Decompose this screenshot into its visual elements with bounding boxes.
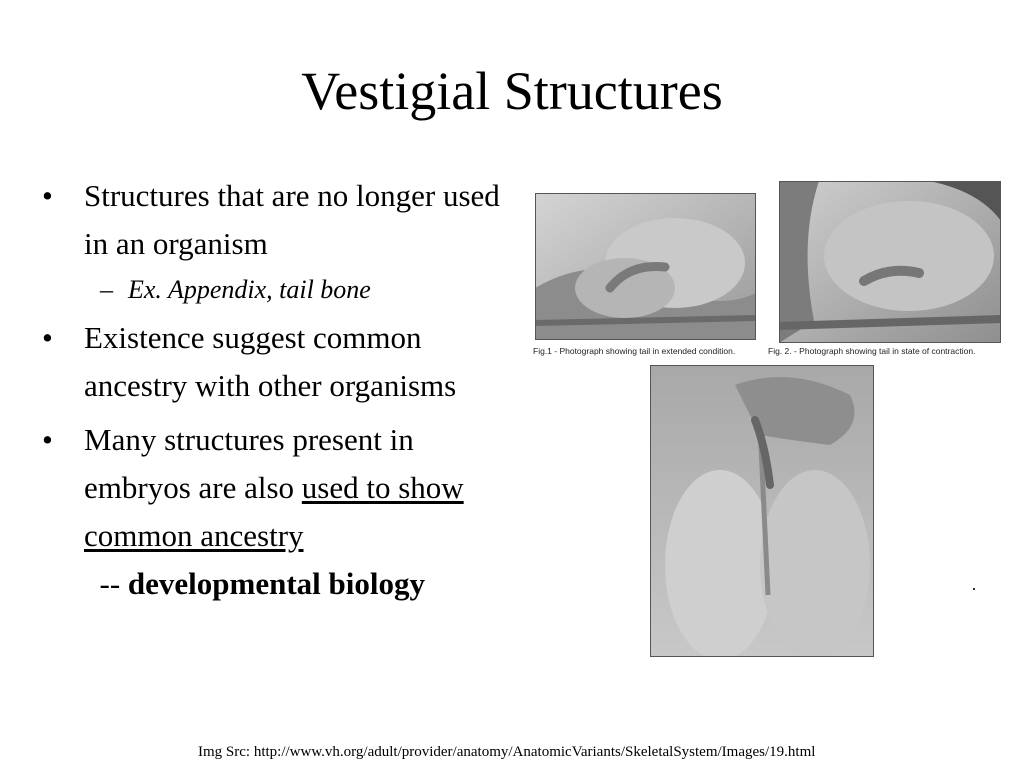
bullet-text-pre: Many structures present in embryos are also — [84, 422, 414, 505]
figure-3-photo — [650, 365, 874, 657]
bullet-icon: • — [42, 178, 53, 213]
bullet-list — [42, 172, 512, 608]
bullet-item — [42, 314, 512, 410]
bullet-icon: • — [42, 422, 53, 457]
figure-1-caption: Fig.1 - Photograph showing tail in extended condition. — [533, 346, 736, 356]
figure-2-caption: Fig. 2. - Photograph showing tail in state of contraction. — [768, 346, 976, 356]
dash-icon: – — [100, 275, 113, 304]
bullet-item — [42, 416, 512, 608]
speck-mark — [973, 588, 975, 590]
figure-2-photo — [779, 181, 1001, 343]
bullet-icon: • — [42, 320, 53, 355]
slide-title: Vestigial Structures — [301, 61, 723, 121]
bullet-text-mid: -- — [84, 566, 128, 601]
bullet-text: Structures that are no longer used in an organism — [84, 178, 500, 261]
figure-1-photo — [535, 193, 756, 340]
sub-bullet-text: Ex. Appendix, tail bone — [128, 275, 371, 304]
bullet-item — [42, 172, 512, 268]
bold-phrase: developmental biology — [127, 566, 425, 601]
bullet-text: Existence suggest common ancestry with other organisms — [84, 320, 457, 403]
sub-bullet-item — [42, 270, 512, 310]
image-source: Img Src: http://www.vh.org/adult/provider/anatomy/AnatomicVariants/SkeletalSystem/Images/19.html — [198, 744, 816, 760]
underlined-phrase: used to show common ancestry — [84, 470, 464, 553]
